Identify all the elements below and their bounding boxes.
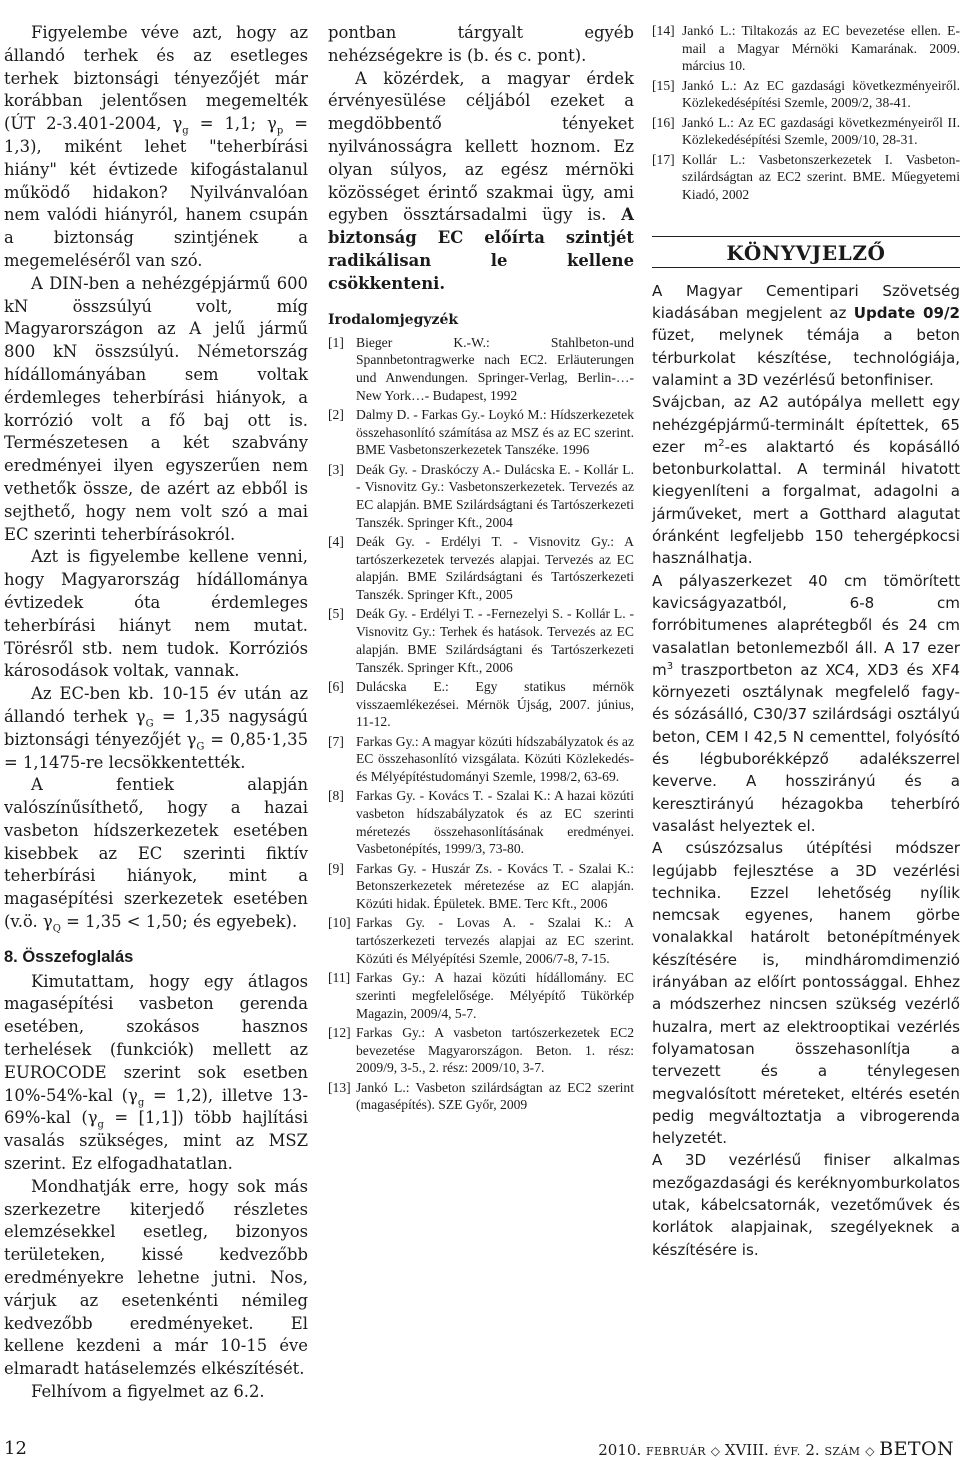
review-paragraph-1: A Magyar Cementipari Szövetség kiadásában megjelent az Update 09/2 füzet, melynek témája a beton térburkolat készítése, technológiája, valamint a 3D vezérlésű betonfiniser. — [652, 281, 960, 389]
reference-text: Jankó L.: Tiltakozás az EC bevezetése ellen. E-mail a Magyar Mérnöki Kamarának. 2009. március 10. — [682, 23, 960, 74]
reference-text: Jankó L.: Az EC gazdasági következményeiről. Közlekedésépítési Szemle, 2009/2, 38-41. — [682, 77, 960, 111]
reference-text: Dalmy D. - Farkas Gy.- Loykó M.: Hídszerkezetek összehasonlító számítása az MSZ és az EC szerint. BME Vasbetonszerkezetek Tanszéke. 1996 — [356, 406, 634, 458]
reference-number: [10] — [328, 915, 351, 931]
reference-text: Jankó L.: Vasbeton szilárdságtan az EC2 szerint (magasépítés). SZE Győr, 2009 — [356, 1079, 634, 1113]
reference-text: Farkas Gy.: A magyar közúti hídszabályzatok és az EC összehasonlító vizsgálata. Közúti Közlekedés- és Mélyépítéstudományi Szemle, 1998/2, 63-69. — [356, 733, 634, 784]
paragraph-conclusion: A közérdek, a magyar érdek érvényesülése céljából ezeket a megdöbbentő tényeket nyilvánosságra kellett hoznom. Ez olyan súlyos, az egész mérnöki közösséget érintő szakmai ügy, ami egyben össztársadalmi ügy is. A biztonság EC előírta szintjét radikálisan le kellene csökkenteni. — [328, 68, 634, 293]
reference-item — [328, 1024, 634, 1077]
reference-text: Deák Gy. - Erdélyi T. - Visnovitz Gy.: A tartószerkezetek tervezés alapjai. Tervezés az EC alapján. BME Szilárdságtani és Tartószerkezeti Tanszék. Springer Kft., 2005 — [356, 534, 634, 603]
reference-text: Farkas Gy. - Kovács T. - Szalai K.: A hazai közúti vasbeton hídszabályzatok és az EC szerinti méretezés összehasonlításának eredményei. Vasbetonépítés, 1999/3, 73-80. — [356, 788, 634, 857]
issue-volume: XVIII. — [724, 1441, 769, 1459]
reference-text: Farkas Gy.: A hazai közúti hídállomány. EC szerinti megfelelősége. Mélyépítő Tükörkép Magazin, 2009/4, 5-7. — [356, 970, 634, 1021]
reference-item — [652, 22, 960, 75]
reference-text: Deák Gy. - Erdélyi T. - -Fernezelyi S. - Kollár L. - Visnovitz Gy.: Terhek és hatások. Tervezés az EC alapján. BME Szilárdságtani és Tartószerkezeti Tanszék. Springer Kft., 2006 — [356, 606, 634, 675]
issue-year: 2010. — [598, 1441, 642, 1459]
review-paragraph-3: A pályaszerkezet 40 cm tömörített kavicságyazatból, 6-8 cm forróbitumenes alaprétegből és 24 cm vasalatlan betonlemezből áll. A 17 ezer $m^3$ traszportbeton az XC4, XD3 és XF4 környezeti osztálynak megfelelő fagy- és sózásálló, C30/37 szilárdsági osztályú beton, CEM I 42,5 N cementtel, folyósító és légbuborékképző adalékszerrel keverve. A hosszirányú és a keresztirányú hézagokba teherbíró vasalást helyeztek el. — [652, 571, 960, 835]
issue-evf: ÉVF. — [773, 1445, 801, 1458]
reference-item — [652, 77, 960, 112]
reference-text: Jankó L.: Az EC gazdasági következményeiről II. Közlekedésépítési Szemle, 2009/10, 28-31. — [682, 114, 960, 148]
reference-item — [328, 334, 634, 405]
references-heading: Irodalomjegyzék — [328, 311, 459, 328]
reference-item — [652, 114, 960, 149]
issue-month: FEBRUÁR — [645, 1445, 706, 1458]
reference-number: [9] — [328, 860, 344, 876]
reference-number: [14] — [652, 23, 675, 38]
paragraph-2: A DIN-ben a nehézgépjármű 600 kN összsúlyú volt, míg Magyarországon az A jelű jármű 800 kN összsúlyú. Németország hídállományában sem voltak érdemleges teherbírási hiányok, a korrózió volt a fő baj ott is. Természetesen a két szabvány eredményei ilyen egyszerűen nem vethetők össze, de azért az ebből is sejthető, hogy nem volt szó a mai EC szerinti teherbírásokról. — [4, 273, 308, 544]
references-list — [328, 334, 634, 1114]
reference-item — [328, 733, 634, 786]
reference-number: [1] — [328, 334, 344, 350]
reference-text: Kollár L.: Vasbetonszerkezetek I. Vasbeton-szilárdságtan az EC2 szerint. BME. Műegyetemi Kiadó, 2002 — [682, 151, 960, 203]
paragraph-7: Mondhatják erre, hogy sok más szerkezetre kiterjedő részletes elemzésekkel esetleg, bizonyos területeken, kissé kedvezőbb eredményekre lehetne jutni. Nos, várjuk az esetenkénti némileg kedvezőbb eredményeket. El kellene kezdeni a már 10-15 éve elmaradt hatáselemzés elkészítését. — [4, 1176, 308, 1379]
reference-item — [328, 787, 634, 858]
reference-text: Deák Gy. - Draskóczy A.- Dulácska E. - Kollár L. - Visnovitz Gy.: Vasbetonszerkezetek. Tervezés az EC alapján. BME Szilárdságtani és Tartószerkezeti Tanszék. Springer Kft., 2004 — [356, 461, 634, 530]
reference-number: [15] — [652, 77, 675, 93]
reference-item — [328, 914, 634, 967]
reference-item — [328, 533, 634, 604]
paragraph-6: Kimutattam, hogy egy átlagos magasépítési vasbeton gerenda esetében, szokásos hasznos terhelések (funkciók) mellett az EUROCODE szerint sok esetben 10%-54%-kal $(\gamma_g = 1,2)$, illetve 13-69%-kal $(\gamma_g = [1,1])$ több hajlítási vasalás szükséges, mint az MSZ szerint. Ez elfogadhatatlan. — [4, 971, 308, 1174]
reference-text: Bieger K.-W.: Stahlbeton-und Spannbetontragwerke nach EC2. Erläuterungen und Anwendungen. Springer-Verlag, Berlin-…-New York…- Budapest, 1992 — [356, 334, 634, 403]
section-heading-summary: 8. Összefoglalás — [4, 947, 134, 966]
reference-text: Farkas Gy. - Huszár Zs. - Kovács T. - Szalai K.: Betonszerkezetek méretezése az EC alapján. Közúti hidak. Épületek. BME. Terc Kft., 2006 — [356, 860, 634, 912]
column-2-text — [328, 22, 634, 296]
page-number: 12 — [4, 1438, 27, 1459]
issue-info — [598, 1438, 954, 1460]
reference-item — [328, 1079, 634, 1114]
book-review-text — [652, 280, 960, 1261]
reference-number: [3] — [328, 461, 344, 477]
reference-number: [8] — [328, 788, 344, 804]
column-3 — [652, 22, 960, 1261]
paragraph-3: Azt is figyelembe kellene venni, hogy Magyarország hídállománya évtizedek óta érdemleges teherbírási hiányt nem mutat. Törésről stb. nem tudok. Korróziós károsodások voltak, vannak. — [4, 547, 308, 681]
reference-text: Dulácska E.: Egy statikus mérnök visszaemlékezései. Mérnök Újság, 2007. június, 11-12. — [356, 678, 634, 730]
reference-number: [17] — [652, 151, 675, 167]
reference-text: Farkas Gy. - Lovas A. - Szalai K.: A tartószerkezeti tervezés alapjai az EC szerint. Közúti és Mélyépítési Szemle, 2006/7-8, 7-15. — [356, 915, 634, 966]
references-list-continued — [652, 22, 960, 204]
reference-item — [652, 151, 960, 204]
reference-item — [328, 969, 634, 1022]
reference-number: [5] — [328, 606, 344, 622]
reference-number: [2] — [328, 406, 344, 422]
reference-text: Farkas Gy.: A vasbeton tartószerkezetek EC2 bevezetése Magyarországon. Beton. 1. rész: 2009/9, 3-5., 2. rész: 2009/10, 3-7. — [356, 1024, 634, 1076]
review-paragraph-5: A 3D vezérlésű finiser alkalmas mezőgazdasági és keréknyomburkolatos utak, kábelcsatornák, vezetőművek és korlátok alapjainak, szegélyeknek a készítésére is. — [652, 1151, 960, 1259]
reference-item — [328, 461, 634, 532]
reference-number: [13] — [328, 1079, 351, 1095]
reference-number: [4] — [328, 534, 344, 550]
reference-item — [328, 860, 634, 913]
paragraph-continued: pontban tárgyalt egyéb nehézségekre is (b. és c. pont). — [328, 23, 634, 65]
diamond-icon: ◇ — [710, 1444, 720, 1458]
column-1 — [4, 22, 308, 1404]
reference-number: [11] — [328, 970, 351, 986]
reference-number: [16] — [652, 114, 675, 130]
issue-szam: SZÁM — [824, 1445, 861, 1458]
reference-item — [328, 406, 634, 459]
review-paragraph-4: A csúszózsalus útépítési módszer legújabb fejlesztése a 3D vezérlési technika. Ezzel lehetőség nyílik nemcsak egyenes, hanem görbe vonalakkal határolt betonépítmények készítésére is, mindháromdimenzió irányában az előírt pontossággal. Ehhez a módszerhez nincsen szükség vezérlő huzalra, mert az elektrooptikai vezérlés folyamatosan összehasonlítja a tervezett és a ténylegesen megvalósított méreteket, eltérés esetén pedig megváltoztatja a vibrogerenda helyzetét. — [652, 839, 960, 1148]
reference-number: [12] — [328, 1024, 351, 1040]
reference-number: [7] — [328, 733, 344, 749]
book-review-heading: KÖNYVJELZŐ — [652, 236, 960, 268]
paragraph-4: Az EC-ben kb. 10-15 év után az állandó terhek $\gamma_G = 1,35$ nagyságú biztonsági tényezőjét $\gamma_G = 0,85\cdot 1,35 = 1,1475-re$ lecsökkentették. — [4, 684, 308, 772]
review-paragraph-2: Svájcban, az A2 autópálya mellett egy nehézgépjármű-terminált építettek, 65 ezer $m^2-es$ alaktartó és kopásálló betonburkolattal. A terminál hivatott kiegyenlíteni a forgalmat, adagolni a járműveket, mert a Gotthard alagutat óránként legfeljebb 150 tehergépkocsi használhatja. — [652, 393, 960, 568]
column-2 — [328, 22, 634, 1116]
diamond-icon: ◇ — [865, 1444, 875, 1458]
issue-number: 2. — [805, 1441, 820, 1459]
reference-number: [6] — [328, 678, 344, 694]
paragraph-5: A fentiek alapján valószínűsíthető, hogy a hazai vasbeton hídszerkezetek esetében kisebbek az EC szerinti fiktív teherbírási hiányok, mint a magasépítési szerkezetek esetében (v.ö. $\gamma_Q = 1,35 < 1,50$; és egyebek). — [4, 775, 308, 935]
reference-item — [328, 678, 634, 731]
magazine-name: BETON — [879, 1438, 954, 1460]
paragraph-1: Figyelembe véve azt, hogy az állandó terhek és az esetleges terhek biztonsági tényezőjét már korábban jelentősen megemelték (ÚT 2-3.401-2004, $\gamma_g = 1,1$; $\gamma_p = 1,3$), miként lehet "teherbírási hiány" két évtizede kifogástalanul működő hidakon? Nyilvánvalóan nem valódi hiányról, hanem csupán a biztonság szintjének a megemeléséről van szó. — [4, 23, 308, 270]
reference-item — [328, 605, 634, 676]
paragraph-8: Felhívom a figyelmet az 6.2. — [31, 1382, 265, 1402]
page-footer — [0, 1438, 960, 1458]
